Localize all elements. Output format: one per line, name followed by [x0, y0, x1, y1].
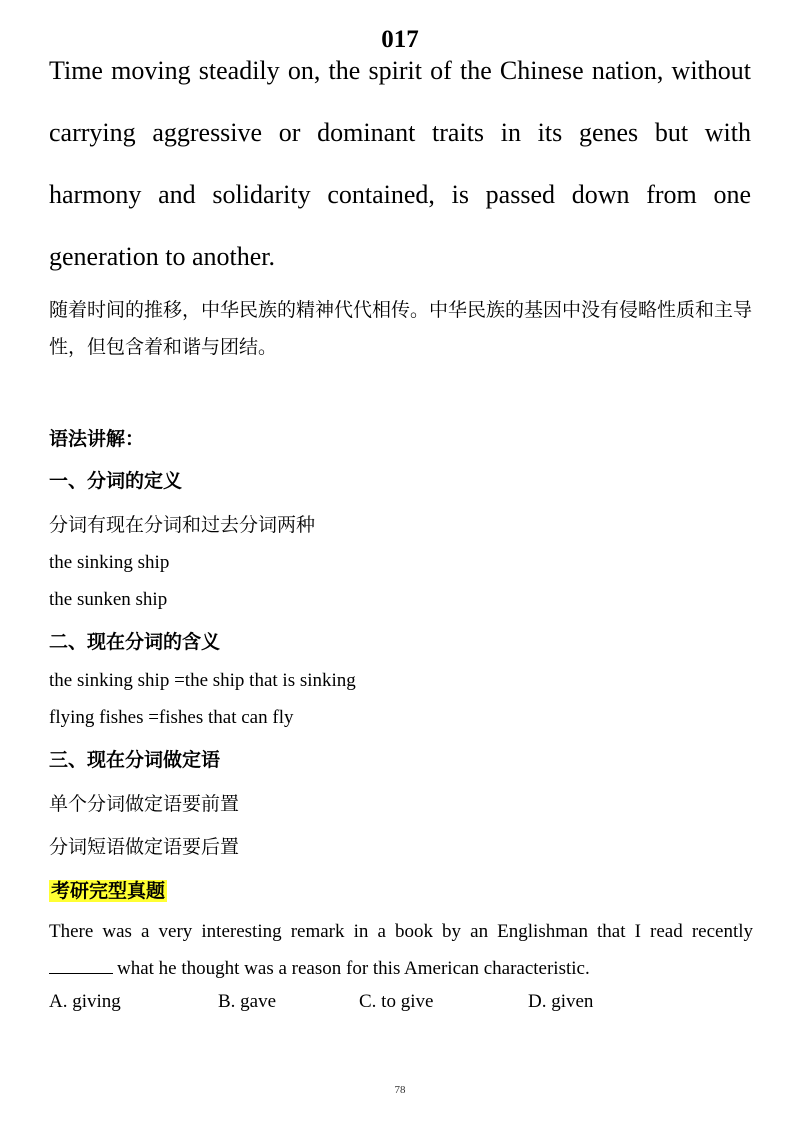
option-c: C. to give	[359, 991, 434, 1012]
chinese-translation: 随着时间的推移，中华民族的精神代代相传。中华民族的基因中没有侵略性质和主导性，但包含着和谐与团结。	[49, 299, 753, 358]
page-title-number: 017	[381, 26, 419, 53]
option-a: A. giving	[49, 991, 121, 1012]
grammar-title: 语法讲解：	[49, 428, 145, 450]
option-b: B. gave	[218, 991, 277, 1012]
section-3-heading: 三、现在分词做定语	[49, 749, 221, 771]
exam-label-highlight: 考研完型真题	[51, 880, 166, 902]
section-1-description: 分词有现在分词和过去分词两种	[49, 514, 316, 536]
section-2-example-2: flying fishes =fishes that can fly	[49, 707, 294, 728]
question-text-part-1: There was a very interesting remark in a book by an Englishman that I read recently	[49, 921, 753, 942]
answer-blank	[49, 957, 113, 974]
section-3-rule-1: 单个分词做定语要前置	[49, 793, 240, 815]
section-1-heading: 一、分词的定义	[49, 470, 183, 492]
section-3-rule-2: 分词短语做定语要后置	[49, 836, 240, 858]
section-2-heading: 二、现在分词的含义	[49, 631, 221, 653]
exam-question	[49, 913, 753, 987]
page-footer-number: 78	[394, 1084, 406, 1096]
section-1-example-1: the sinking ship	[49, 552, 170, 573]
exam-label	[49, 876, 167, 903]
question-text-part-2: what he thought was a reason for this American characteristic.	[117, 958, 590, 979]
english-passage: Time moving steadily on, the spirit of the Chinese nation, without carrying aggressive or dominant traits in its genes but with harmony and solidarity contained, is passed down from one generation to another.	[49, 56, 751, 271]
section-1-example-2: the sunken ship	[49, 589, 168, 610]
section-2-example-1: the sinking ship =the ship that is sinking	[49, 670, 356, 691]
option-d: D. given	[528, 991, 594, 1012]
